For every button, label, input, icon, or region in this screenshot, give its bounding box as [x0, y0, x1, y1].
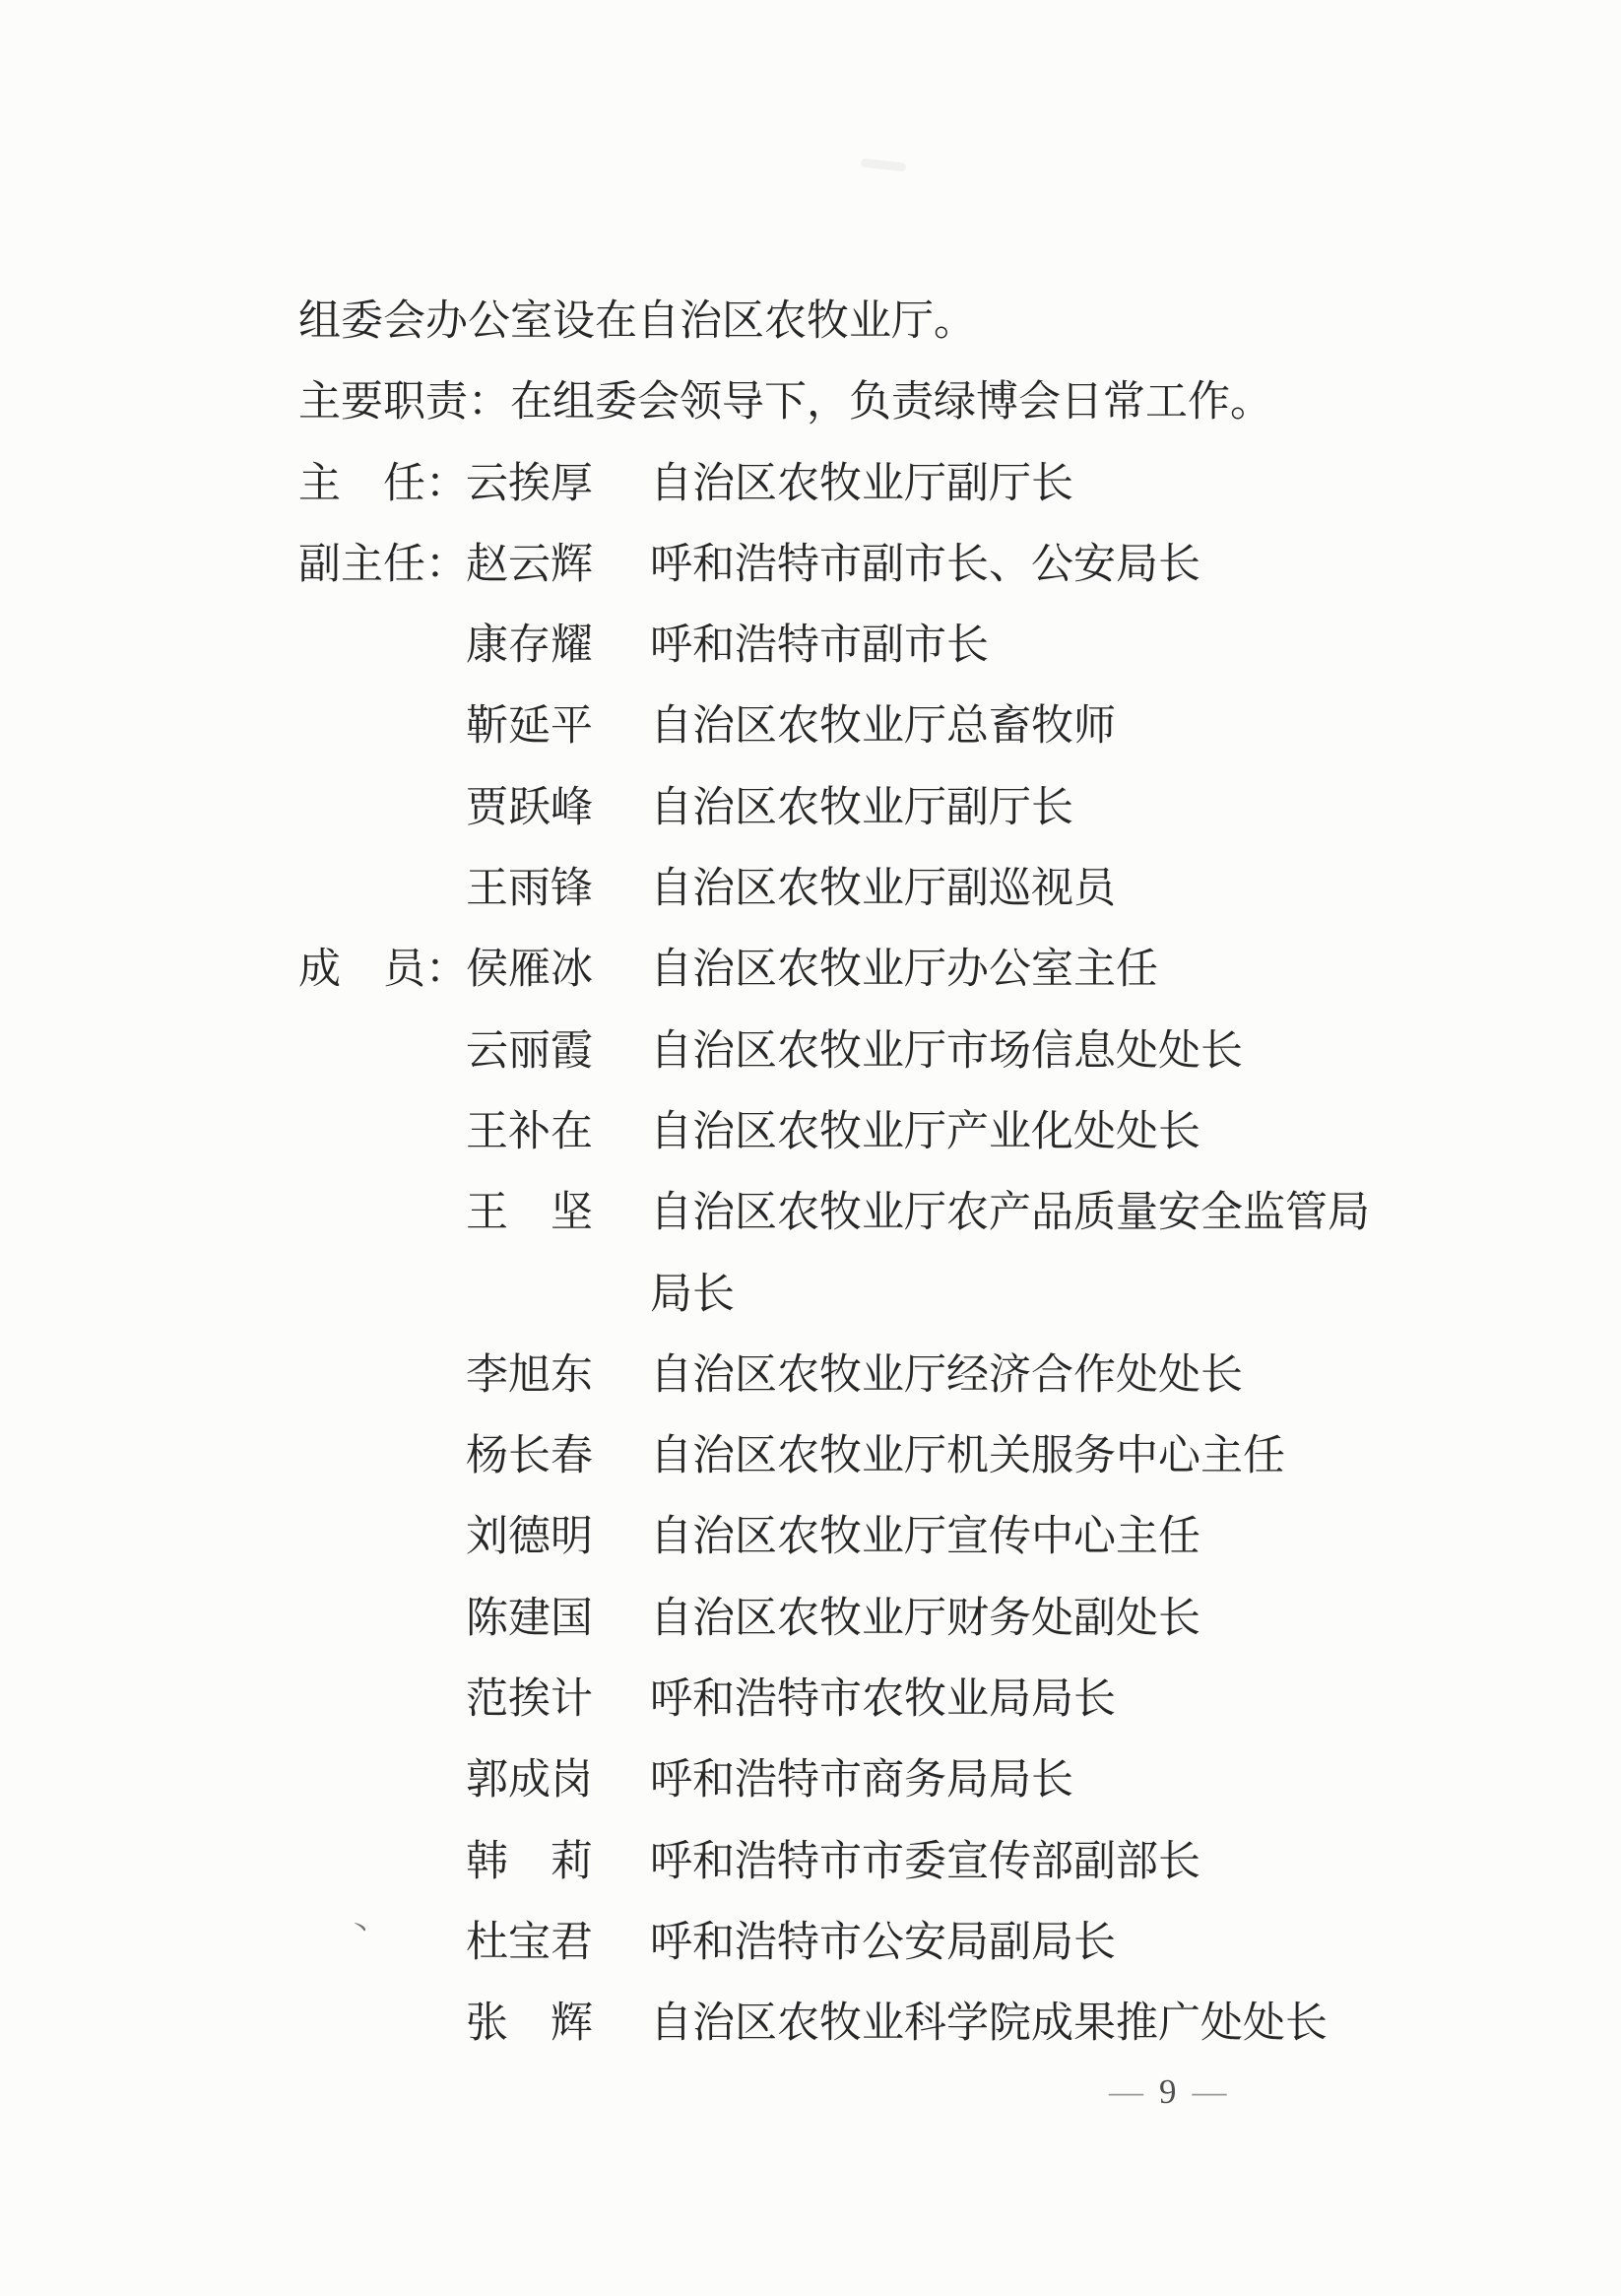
roster-row: [298, 1579, 1480, 1660]
roster-title: 自治区农牧业厅总畜牧师: [650, 703, 1116, 751]
roster-title: 呼和浩特市农牧业局局长: [650, 1676, 1116, 1724]
roster-row: [298, 1903, 1480, 1984]
roster-name: 李旭东: [466, 1351, 593, 1399]
roster-title: 自治区农牧业科学院成果推广处处长: [650, 2001, 1328, 2048]
page-number: [1109, 2072, 1227, 2112]
roster-title: 呼和浩特市商务局局长: [650, 1757, 1073, 1804]
roster-row: [298, 849, 1480, 930]
roster-title: 自治区农牧业厅副厅长: [650, 460, 1073, 507]
roster-title: 自治区农牧业厅产业化处处长: [650, 1108, 1200, 1155]
paragraph: 主要职责：在组委会领导下，负责绿博会日常工作。: [298, 379, 1272, 426]
roster-row: [298, 768, 1480, 849]
roster-row: [298, 1740, 1480, 1821]
stray-ink-mark: 丶: [345, 1912, 376, 1946]
roster-title: 呼和浩特市副市长、公安局长: [650, 541, 1200, 588]
roster-title: 呼和浩特市市委宣传部副部长: [650, 1838, 1200, 1885]
text-block: [298, 282, 1480, 2066]
roster-row: [298, 1660, 1480, 1740]
roster-title: 自治区农牧业厅副厅长: [650, 784, 1073, 831]
roster-name: 贾跃峰: [466, 784, 593, 831]
roster-name: 靳延平: [466, 703, 593, 751]
paragraph: 组委会办公室设在自治区农牧业厅。: [298, 298, 976, 345]
roster-row: [298, 444, 1480, 525]
roster-row: [298, 1012, 1480, 1092]
scan-artifact: [861, 159, 907, 172]
roster-name: 杜宝君: [466, 1919, 593, 1966]
roster-name: 赵云辉: [466, 541, 593, 588]
roster-row: [298, 606, 1480, 687]
roster-name: 王 坚: [466, 1190, 593, 1237]
roster-name: 郭成岗: [466, 1757, 593, 1804]
roster-row-continuation: [298, 1255, 1480, 1336]
roster-row: [298, 1092, 1480, 1173]
roster-name: 云丽霞: [466, 1027, 593, 1075]
page-number-value: 9: [1159, 2072, 1177, 2111]
roster-row: [298, 1416, 1480, 1497]
roster-title: 呼和浩特市公安局副局长: [650, 1919, 1116, 1966]
roster-title: 自治区农牧业厅宣传中心主任: [650, 1514, 1200, 1561]
roster-title: 自治区农牧业厅经济合作处处长: [650, 1351, 1243, 1399]
roster-row: [298, 1336, 1480, 1416]
roster-name: 王补在: [466, 1108, 593, 1155]
roster-title: 自治区农牧业厅机关服务中心主任: [650, 1433, 1285, 1480]
roster-name: 杨长春: [466, 1433, 593, 1480]
roster-name: 张 辉: [466, 2001, 593, 2048]
roster-name: 王雨锋: [466, 866, 593, 913]
roster-row: [298, 687, 1480, 767]
roster-name: 侯雁冰: [466, 947, 593, 994]
roster-title: 自治区农牧业厅办公室主任: [650, 947, 1158, 994]
roster-row: [298, 1497, 1480, 1578]
roster-name: 陈建国: [466, 1595, 593, 1642]
roster-title: 自治区农牧业厅农产品质量安全监管局: [650, 1190, 1370, 1237]
roster-title: 呼和浩特市副市长: [650, 623, 989, 670]
roster-label: 副主任：: [298, 541, 468, 588]
page-number-right-dash: —: [1192, 2072, 1227, 2111]
roster-title: 自治区农牧业厅财务处副处长: [650, 1595, 1200, 1642]
roster-name: 云挨厚: [466, 460, 593, 507]
page-number-left-dash: —: [1109, 2072, 1143, 2111]
roster-name: 刘德明: [466, 1514, 593, 1561]
roster-row: [298, 1173, 1480, 1254]
roster-row: [298, 930, 1480, 1011]
roster-label: 成 员：: [298, 947, 468, 994]
roster-row: [298, 1822, 1480, 1903]
roster-name: 范挨计: [466, 1676, 593, 1724]
roster-label: 主 任：: [298, 460, 468, 507]
roster-name: 韩 莉: [466, 1838, 593, 1885]
roster-title: 自治区农牧业厅市场信息处处长: [650, 1027, 1243, 1075]
roster-title-continuation: 局长: [650, 1271, 735, 1318]
roster-row: [298, 525, 1480, 606]
roster-row: [298, 1984, 1480, 2065]
roster-title: 自治区农牧业厅副巡视员: [650, 866, 1116, 913]
roster-name: 康存耀: [466, 623, 593, 670]
